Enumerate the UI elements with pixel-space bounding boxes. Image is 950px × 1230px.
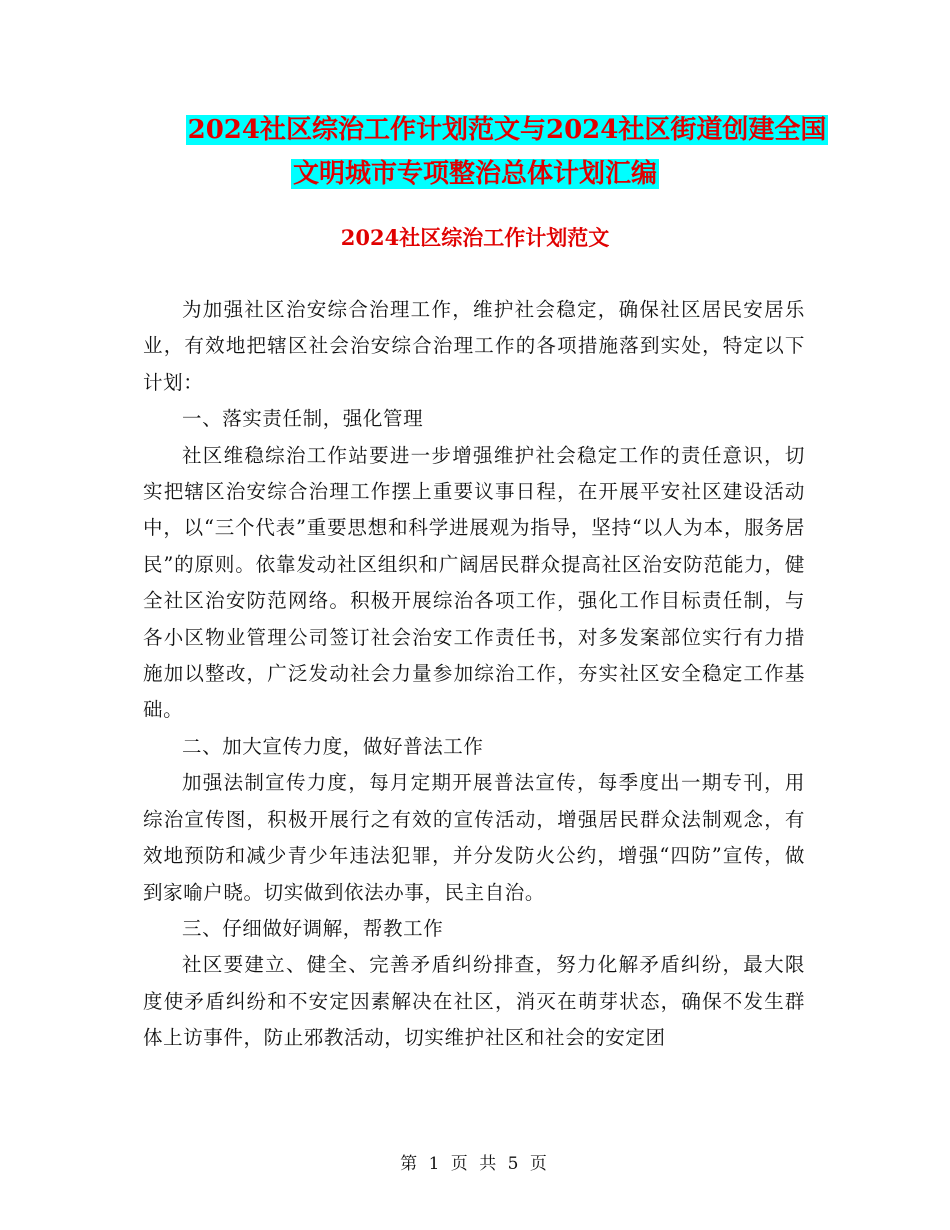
heading-1: 一、落实责任制，强化管理 bbox=[182, 407, 424, 431]
document-title-line-1 bbox=[32, 110, 950, 150]
document-title-text-2: 文明城市专项整治总体计划汇编 bbox=[292, 159, 657, 189]
document-title-line-2 bbox=[0, 154, 950, 194]
paragraph-3: 社区要建立、健全、完善矛盾纠纷排查，努力化解矛盾纠纷，最大限度使矛盾纠纷和不安定因素解决在社区，消灭在萌芽状态，确保不发生群体上访事件，防止邪教活动，切实维护社区和社会的安定团 bbox=[143, 953, 805, 1050]
paragraph-intro: 为加强社区治安综合治理工作，维护社会稳定，确保社区居民安居乐业，有效地把辖区社会治安综合治理工作的各项措施落到实处，特定以下计划： bbox=[143, 298, 805, 394]
body-text bbox=[143, 292, 805, 1057]
section-title: 2024社区综治工作计划范文 bbox=[340, 225, 610, 250]
page-footer: 第 1 页 共 5 页 bbox=[400, 1154, 550, 1174]
heading-3: 三、仔细做好调解，帮教工作 bbox=[182, 916, 444, 940]
paragraph-1: 社区维稳综治工作站要进一步增强维护社会稳定工作的责任意识，切实把辖区治安综合治理工作摆上重要议事日程，在开展平安社区建设活动中，以“三个代表”重要思想和科学进展观为指导，坚持“以人为本，服务居民”的原则。依靠发动社区组织和广阔居民群众提高社区治安防范能力，健全社区治安防范网络。积极开展综治各项工作，强化工作目标责任制，与各小区物业管理公司签订社会治安工作责任书，对多发案部位实行有力措施加以整改，广泛发动社会力量参加综治工作，夯实社区安全稳定工作基础。 bbox=[143, 443, 805, 722]
heading-2: 二、加大宣传力度，做好普法工作 bbox=[182, 734, 484, 758]
paragraph-2: 加强法制宣传力度，每月定期开展普法宣传，每季度出一期专刊，用综治宣传图，积极开展行之有效的宣传活动，增强居民群众法制观念，有效地预防和减少青少年违法犯罪，并分发防火公约，增强“四防”宣传，做到家喻户晓。切实做到依法办事，民主自治。 bbox=[143, 771, 805, 904]
document-title-text-1: 2024社区综治工作计划范文与2024社区街道创建全国 bbox=[187, 115, 827, 145]
